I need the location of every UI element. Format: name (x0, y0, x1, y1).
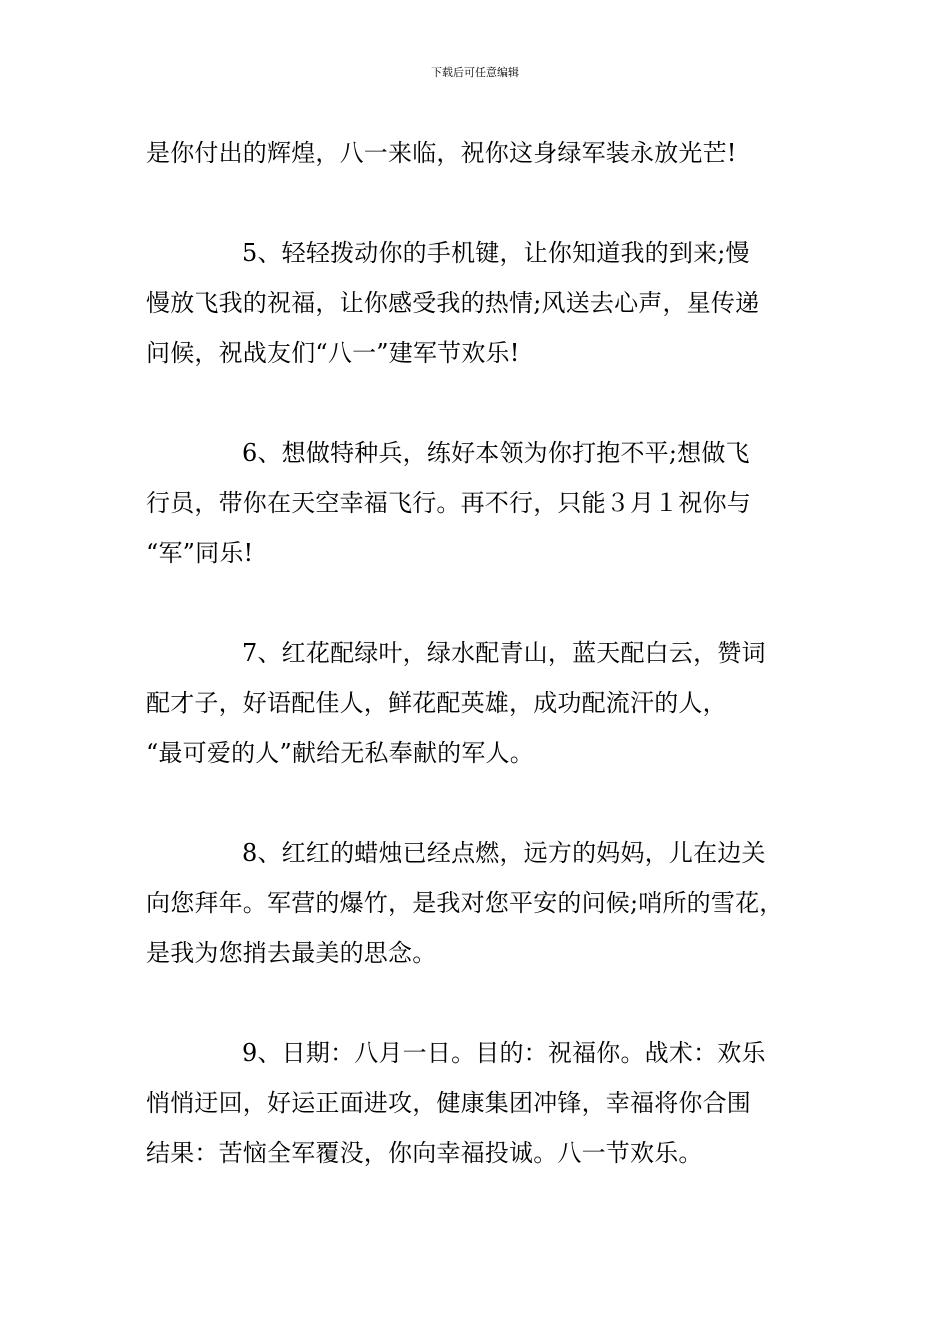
paragraph-line: 6、想做特种兵，练好本领为你打抱不平;想做飞 (242, 439, 750, 467)
paragraph-line: 8、红红的蜡烛已经点燃，远方的妈妈，儿在边关 (242, 839, 766, 867)
paragraph-item-5 (146, 228, 826, 378)
paragraph-spacer (146, 378, 826, 428)
paragraph-line: 结果：苦恼全军覆没，你向幸福投诚。八一节欢乐。 (146, 1139, 703, 1167)
paragraph-spacer (146, 178, 826, 228)
paragraph-continuation (146, 128, 826, 178)
paragraph-line: 7、红花配绿叶，绿水配青山，蓝天配白云，赞词 (242, 639, 766, 667)
paragraph-item-6 (146, 428, 826, 578)
paragraph-item-7 (146, 628, 826, 778)
paragraph-line: 是我为您捎去最美的思念。 (146, 939, 437, 967)
paragraph-item-8 (146, 828, 826, 978)
paragraph-item-9 (146, 1028, 826, 1178)
paragraph-line: 是你付出的辉煌，八一来临，祝你这身绿军装永放光芒! (146, 139, 737, 167)
paragraph-line: 配才子，好语配佳人，鲜花配英雄，成功配流汗的人， (146, 689, 727, 717)
paragraph-line: 5、轻轻拨动你的手机键，让你知道我的到来;慢 (242, 239, 750, 267)
paragraph-line: “军”同乐! (146, 539, 254, 567)
paragraph-spacer (146, 578, 826, 628)
paragraph-spacer (146, 778, 826, 828)
paragraph-line: 问候，祝战友们“八一”建军节欢乐! (146, 339, 520, 367)
paragraph-line: “最可爱的人”献给无私奉献的军人。 (146, 739, 534, 767)
paragraph-line: 向您拜年。军营的爆竹，是我对您平安的问候;哨所的雪花， (146, 889, 784, 917)
paragraph-line: 慢放飞我的祝福，让你感受我的热情;风送去心声，星传递 (146, 289, 760, 317)
paragraph-line: 9、日期：八月一日。目的：祝福你。战术：欢乐 (242, 1039, 766, 1067)
paragraph-spacer (146, 978, 826, 1028)
paragraph-line: 行员，带你在天空幸福飞行。再不行，只能３月１祝你与 (146, 489, 751, 517)
page-header: 下载后可任意编辑 (431, 66, 519, 79)
document-body (146, 128, 826, 1178)
paragraph-line: 悄悄迂回，好运正面进攻，健康集团冲锋，幸福将你合围 (146, 1089, 751, 1117)
